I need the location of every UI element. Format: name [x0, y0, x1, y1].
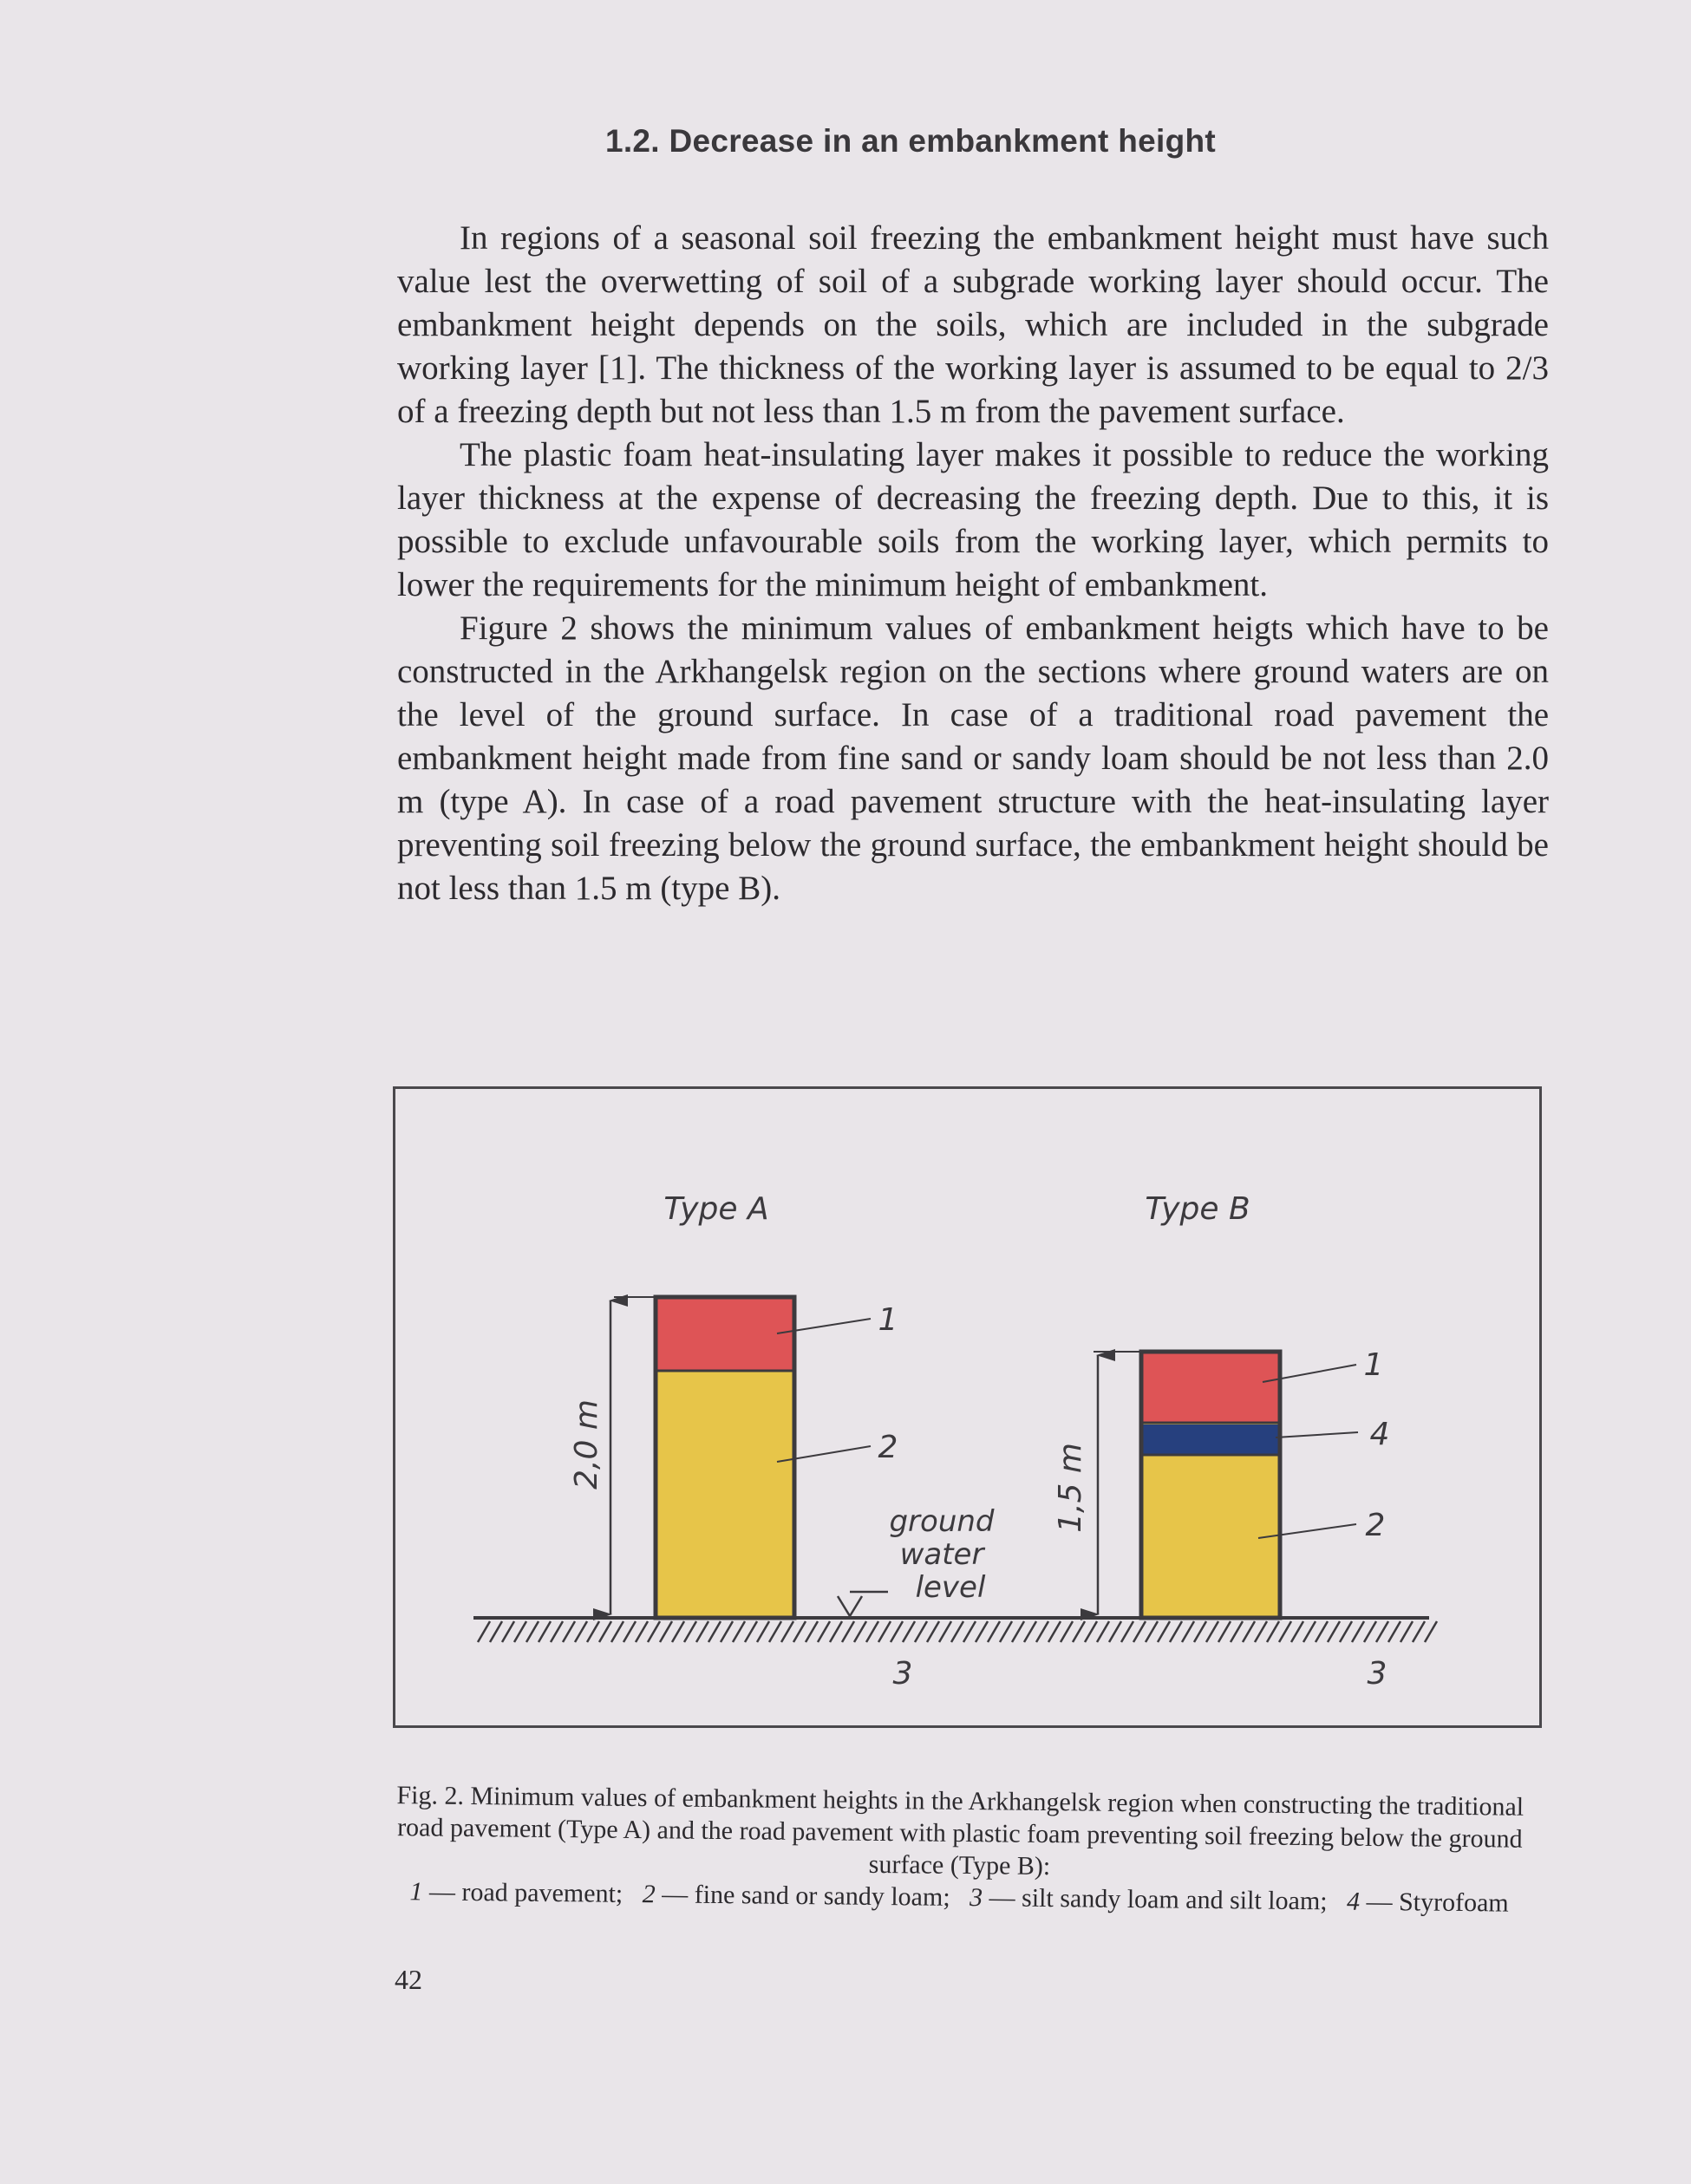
ground-water-label: ground: [889, 1504, 995, 1539]
paragraph: The plastic foam heat-insulating layer makes it possible to reduce the working layer thickness at the expense of decreasing the freezing depth. Due to this, it is possible to exclude unfavourable soils from the working layer, which permits to lower the requirements for the minimum height of embankment.: [397, 436, 1549, 603]
paragraph: In regions of a seasonal soil freezing the embankment height must have such value lest the overwetting of soil of a subgrade working layer should occur. The embankment height depends on the soils, which are included in the subgrade working layer [1]. The thickness of the working layer is assumed to be equal to 2/3 of a freezing depth but not less than 1.5 m from the pavement surface.: [397, 219, 1549, 430]
embankment-diagram: [395, 1089, 1539, 1725]
legend-num: 3: [969, 1883, 983, 1913]
ground-surface: [473, 1618, 1437, 1642]
paragraph: Figure 2 shows the minimum values of embankment heigts which have to be constructed in the Arkhangelsk region on the sections where ground waters are on the level of the ground surface. In case of a traditional road pavement the embankment height made from fine sand or sandy loam should be not less than 2.0 m (type A). In case of a road pavement structure with the heat-insulating layer preventing soil freezing below the ground surface, the embankment height should be not less than 1.5 m (type B).: [397, 610, 1549, 907]
legend-num: 4: [1346, 1887, 1361, 1916]
section-heading: 1.2. Decrease in an embankment height: [604, 123, 1217, 159]
water-level-icon: [838, 1592, 888, 1616]
soil-label-a: 3: [892, 1656, 913, 1692]
ground-water-label: water: [899, 1537, 984, 1572]
dimension-type-a: [569, 1297, 656, 1614]
type-b-label: Type B: [1145, 1191, 1250, 1227]
road-pavement-layer: [1141, 1352, 1280, 1422]
embankment-type-a: [656, 1297, 794, 1618]
callout-1-b: 1: [1363, 1347, 1384, 1383]
page-number: 42: [395, 1964, 422, 1995]
height-b-label: 1,5 m: [1053, 1443, 1088, 1533]
legend-num: 2: [642, 1880, 656, 1909]
legend-text: — fine sand or sandy loam;: [655, 1880, 950, 1912]
soil-label-b: 3: [1367, 1656, 1387, 1692]
callout-4-b: 4: [1369, 1417, 1390, 1452]
callout-1-a: 1: [878, 1302, 898, 1338]
type-a-label: Type A: [663, 1191, 769, 1227]
legend-num: 1: [409, 1877, 423, 1907]
body-text: [397, 217, 1549, 910]
road-pavement-layer: [656, 1297, 794, 1371]
caption-legend: [384, 1875, 1533, 1920]
embankment-type-b: [1141, 1352, 1280, 1618]
legend-text: — road pavement;: [422, 1877, 624, 1908]
figure-caption: [384, 1779, 1534, 1920]
styrofoam-layer: [1141, 1424, 1280, 1454]
ground-water-label: level: [915, 1570, 986, 1605]
callout-2-b: 2: [1365, 1508, 1386, 1543]
height-a-label: 2,0 m: [569, 1399, 604, 1490]
legend-text: — silt sandy loam and silt loam;: [982, 1883, 1328, 1916]
dimension-type-b: [1053, 1352, 1141, 1614]
caption-main: Fig. 2. Minimum values of embankment heights in the Arkhangelsk region when constructing the traditional road pavement (Type A) and the road pavement with plastic foam preventing soil freezing below the ground surface (Type B):: [396, 1781, 1525, 1881]
figure-frame: [393, 1086, 1542, 1728]
callout-2-a: 2: [878, 1430, 898, 1465]
legend-text: — Styrofoam: [1359, 1887, 1509, 1918]
